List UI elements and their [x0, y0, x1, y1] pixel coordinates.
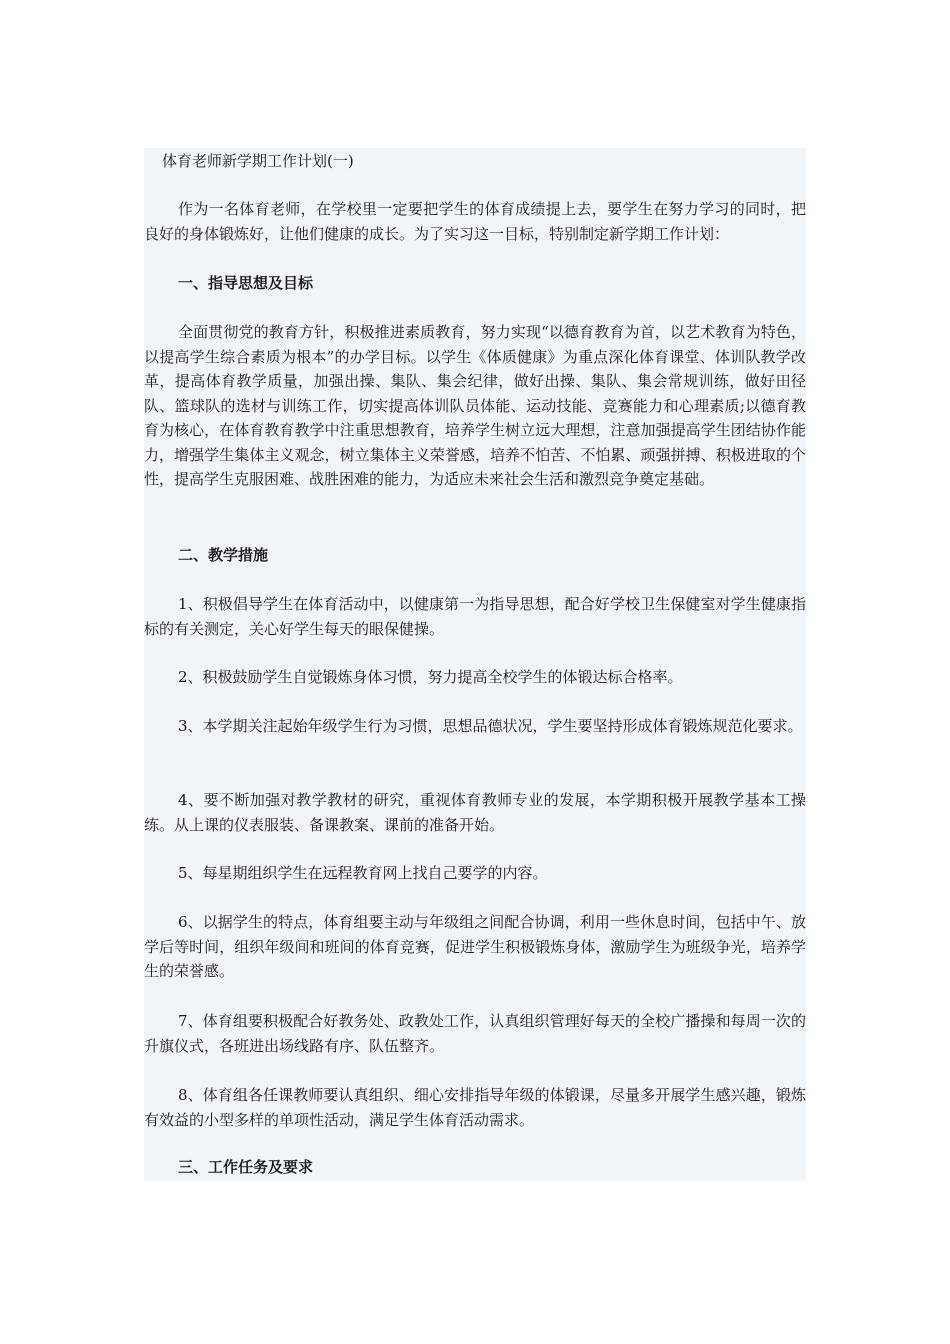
measure-item-3: 3、本学期关注起始年级学生行为习惯，思想品德状况，学生要坚持形成体育锻炼规范化要求。: [178, 717, 803, 735]
guiding-ideology-paragraph: 全面贯彻党的教育方针，积极推进素质教育，努力实现“以德育教育为首，以艺术教育为特色，以提高学生综合素质为根本”的办学目标。以学生《体质健康》为重点深化体育课堂、体训队教学改革，提高体育教学质量，加强出操、集队、集会纪律，做好出操、集队、集会常规训练，做好田径队、篮球队的选材与训练工作，切实提高体训队员体能、运动技能、竞赛能力和心理素质;以德育教育为核心，在体育教育教学中注重思想教育，培养学生树立远大理想，注意加强提高学生团结协作能力，增强学生集体主义观念，树立集体主义荣誉感，培养不怕苦、不怕累、顽强拼搏、积极进取的个性，提高学生克服困难、战胜困难的能力，为适应未来社会生活和激烈竞争奠定基础。: [144, 323, 806, 488]
section-heading-guiding-ideology: 一、指导思想及目标: [178, 274, 314, 292]
measure-item-6: 6、以据学生的特点，体育组要主动与年级组之间配合协调，利用一些休息时间，包括中午、放学后等时间，组织年级间和班间的体育竞赛，促进学生积极锻炼身体，激励学生为班级争光，培养学生的荣誉感。: [144, 913, 806, 980]
measure-item-5: 5、每星期组织学生在远程教育网上找自己要学的内容。: [178, 864, 548, 882]
section-heading-tasks-requirements: 三、工作任务及要求: [178, 1158, 314, 1176]
measure-item-1: 1、积极倡导学生在体育活动中，以健康第一为指导思想，配合好学校卫生保健室对学生健康指标的有关测定，关心好学生每天的眼保健操。: [144, 595, 806, 638]
measure-item-2: 2、积极鼓励学生自觉锻炼身体习惯，努力提高全校学生的体锻达标合格率。: [178, 668, 683, 686]
intro-paragraph: 作为一名体育老师，在学校里一定要把学生的体育成绩提上去，要学生在努力学习的同时，把良好的身体锻炼好，让他们健康的成长。为了实习这一目标，特别制定新学期工作计划：: [144, 200, 806, 243]
measure-item-4: 4、要不断加强对教学教材的研究，重视体育教师专业的发展，本学期积极开展教学基本工操练。从上课的仪表服装、备课教案、课前的准备开始。: [144, 791, 806, 834]
measure-item-8: 8、体育组各任课教师要认真组织、细心安排指导年级的体锻课，尽量多开展学生感兴趣，锻炼有效益的小型多样的单项性活动，满足学生体育活动需求。: [144, 1086, 806, 1129]
document-title: 体育老师新学期工作计划(一): [162, 152, 354, 170]
measure-item-7: 7、体育组要积极配合好教务处、政教处工作，认真组织管理好每天的全校广播操和每周一次的升旗仪式，各班进出场线路有序、队伍整齐。: [144, 1012, 806, 1055]
section-heading-teaching-measures: 二、教学措施: [178, 546, 269, 564]
